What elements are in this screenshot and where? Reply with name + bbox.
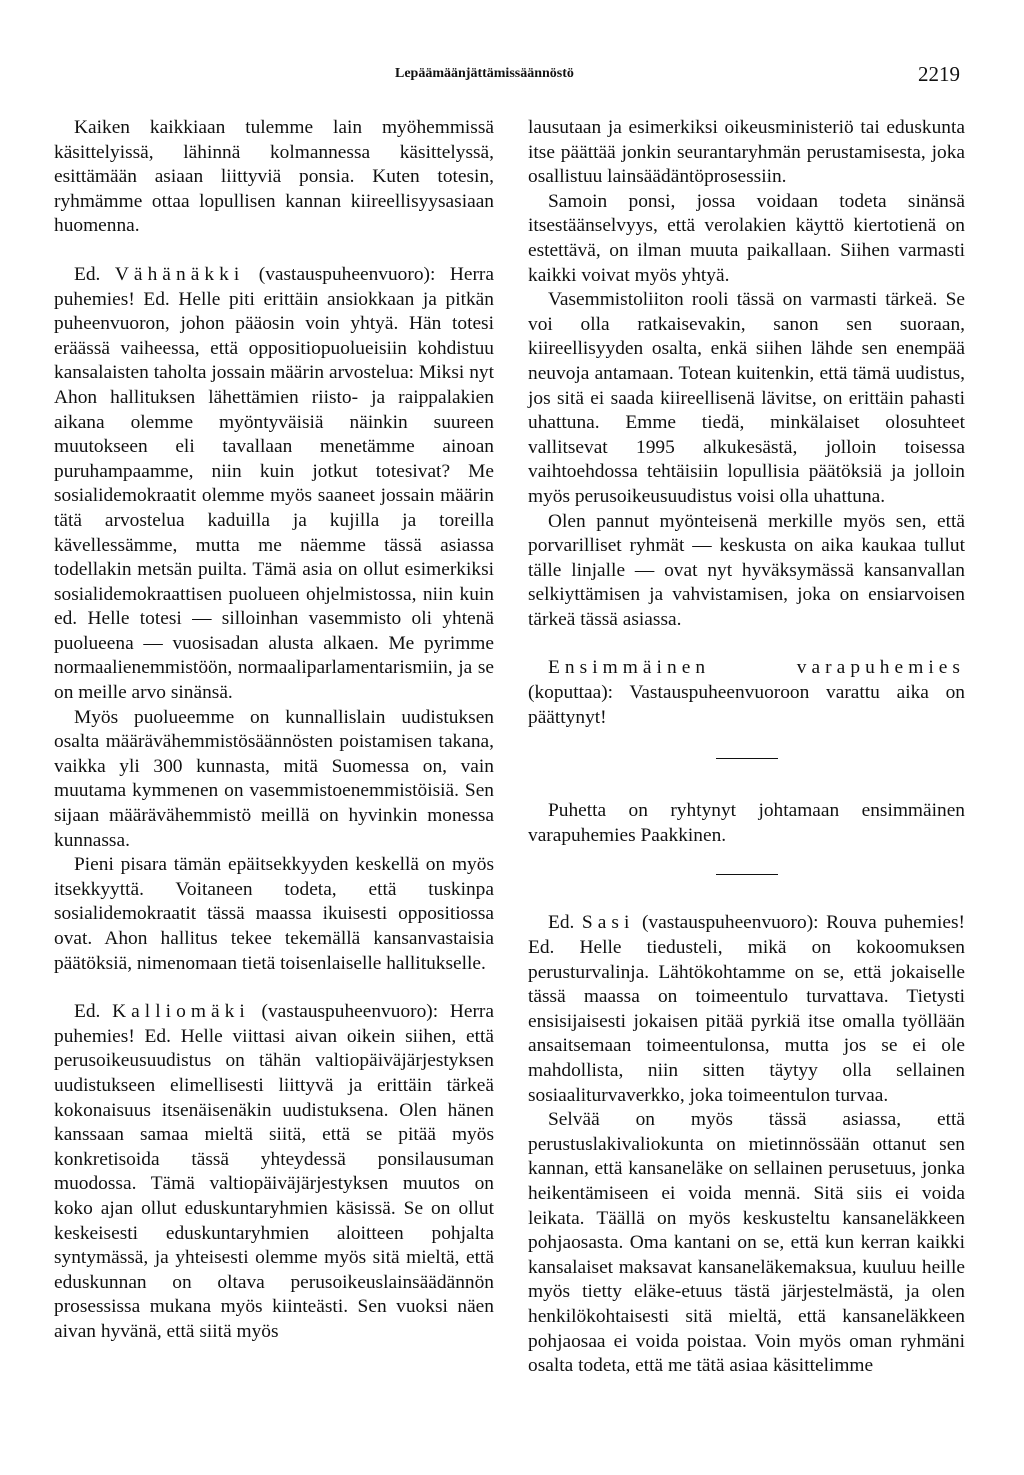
speaker-name: Sasi	[581, 912, 635, 934]
speech-text: (vastauspuheenvuoro): Rouva puhemies! Ed. Helle tiedusteli, mikä on kokoomuksen perusturvalinja. Lähtökohtamme on se, että jokaiselle tässä maassa on toimeentulo turvattava. Tietysti ensisijaisesti jokaisen pitää pyrkiä itse omalla työllään ansaitsemaan toimeentulonsa, mutta jos se ei ole mahdollista, niin sitten täytyy olla sellainen sosiaaliturvaverkko, joka toimeentulon turvaa.	[528, 912, 965, 1106]
paragraph: Vasemmistoliiton rooli tässä on varmasti tärkeä. Se voi olla ratkaisevakin, sanon sen suoraan, kiireellisyyden osalta, enkä siihen lähde sen enempää neuvoja antamaan. Totean kuitenkin, että tämä uudistus, jos sitä ei saada kiireellisenä lävitse, on erittäin pahasti uhattuna. Emme tiedä, minkälaiset olosuhteet vallitsevat 1995 alkukesästä, jolloin toisessa vaihtoehdossa tehtäisiin lopullisia päätöksiä ja jolloin myös perusoikeusuudistus voisi olla uhattuna.	[528, 289, 965, 507]
speaker-name: Kalliomäki	[112, 1001, 250, 1023]
speech-lead: Ed.	[548, 912, 575, 934]
speech-vahanakki	[54, 263, 494, 706]
paragraph: Pieni pisara tämän epäitsekkyyden keskellä on myös itsekkyyttä. Voitaneen todeta, että tuskinpa sosialidemokraatit tässä maassa ikuisesti oppositiossa ovat. Ahon hallitus tekee tekemällä kansanvastaisia päätöksiä, nimenomaan tietä toisenlaiselle hallitukselle.	[54, 854, 494, 974]
page-number: 2219	[918, 62, 960, 86]
section-divider	[716, 758, 778, 759]
section-divider	[716, 874, 778, 875]
paragraph: Selvää on myös tässä asiassa, että perustuslakivaliokunta on mietinnössään ottanut sen kannan, että kansaneläke on sellainen perusetuus, jonka heikentämiseen ei voida mennä. Sitä siis ei voida leikata. Täällä on myös keskusteltu kansaneläkkeen pohjaosasta. Oma kantani on se, että kun kerran kaikki kansalaiset maksavat kansaneläkemaksua, kuuluu heille myös tietty eläke-etuus tästä järjestelmästä, ja olen henkilökohtaisesti sitä mieltä, että kansaneläkkeen pohjaosaa ei voida poistaa. Voin myös oman ryhmäni osalta todeta, että me tätä asiaa käsittelimme	[528, 1109, 965, 1377]
speech-text: (vastauspuheenvuoro): Herra puhemies! Ed. Helle viittasi aivan oikein siihen, että perusoikeusuudistus on tähän valtiopäiväjärjestyksen uudistukseen elimellisesti liittyvä ja erittäin tärkeä kokonaisuus itsenäisenäkin uudistuksena. Olen hänen kanssaan samaa mieltä siitä, että se pitää myös konkretisoida tässä yhteydessä ponsilausuman muodossa. Tämä valtiopäiväjärjestyksen muutos on koko ajan ollut eduskuntaryhmien käsissä. Se on ollut keskeisesti eduskuntaryhmien aloitteen pohjalta syntymässä, ja yhteisesti olemme myös sitä mieltä, että eduskunnan on oltava perusoikeuslainsäädännön prosessissa mukana myös kiinteästi. Sen vuoksi näen aivan hyvänä, että siitä myös	[54, 1001, 494, 1342]
speech-kalliomaki	[54, 1000, 494, 1344]
left-column	[54, 116, 494, 1345]
paragraph: Myös puolueemme on kunnallislain uudistuksen osalta määrävähemmistösäännösten poistamisen takana, vaikka yli 300 kunnasta, mitä Suomessa on, vain muutama kymmenen on vasemmistoenemmistöisiä. Sen sijaan määrävähemmistö meillä on hyvinkin monessa kunnassa.	[54, 706, 494, 851]
speech-sasi	[528, 911, 965, 1108]
speaker-name: Vähänäkki	[114, 263, 245, 285]
paragraph: Olen pannut myönteisenä merkille myös sen, että porvarilliset ryhmät — keskusta on aika kaukaa tullut tälle linjalle — ovat nyt hyväksymässä kansanvallan selkiyttämisen ja vahvistamisen, joka on ensiarvoisen tärkeä tässä asiassa.	[528, 510, 965, 630]
speech-first-deputy-speaker	[528, 656, 965, 730]
right-column	[528, 116, 965, 1379]
speaker-name: Ensimmäinen varapuhemies	[548, 657, 965, 679]
speech-lead: Ed.	[74, 263, 101, 285]
speech-text: (koputtaa): Vastauspuheenvuoroon varattu aika on päättynyt!	[528, 682, 965, 728]
running-title: Lepäämäänjättämissäännöstö	[395, 66, 574, 81]
paragraph: Samoin ponsi, jossa voidaan todeta sinänsä itsestäänselvyys, että verolakien käyttö kiertotienä on estettävä, on ilman muuta paikallaan. Siihen varmasti kaikki voivat myös yhtyä.	[528, 190, 965, 286]
speech-text: (vastauspuheenvuoro): Herra puhemies! Ed. Helle piti erittäin ansiokkaan ja pitkän puheenvuoron, johon pääosin voin yhtyä. Hän totesi eräässä vaiheessa, että oppositiopuolueisiin kohdistuu kansalaisten taholta jossain määrin arvostelua: Miksi nyt Ahon hallituksen lähettämien riisto- ja raippalakien aikana olemme myöntyväisiä näinkin suureen muutokseen eli tavallaan menetämme ainoan puruhampaamme, niin kuin jotkut totesivat? Me sosialidemokraatit olemme myös saaneet jossain määrin tätä arvostelua kaduilla ja kujilla ja toreilla kävellessämme, mutta me näemme tässä asiassa todellakin metsän puilta. Tämä asia on ollut esimerkiksi sosialidemokraattisen puolueen ohjelmistossa, niin kuin ed. Helle totesi — silloinhan vasemmisto oli yhtenä puolueena — vuosisadan alusta alkaen. Me pyrimme normaalienemmistöön, normaaliparlamentarismiin, ja se on meille arvo sinänsä.	[54, 263, 494, 704]
paragraph: Kaiken kaikkiaan tulemme lain myöhemmissä käsittelyissä, lähinnä kolmannessa käsittelyssä, esittämään asiaan liittyviä ponsia. Kuten totesin, ryhmämme ottaa lopullisen kannan kiireellisyysasiaan huomenna.	[54, 117, 494, 237]
chair-announcement: Puhetta on ryhtynyt johtamaan ensimmäinen varapuhemies Paakkinen.	[528, 800, 965, 846]
speech-lead: Ed.	[74, 1001, 101, 1023]
paragraph: lausutaan ja esimerkiksi oikeusministeriö tai eduskunta itse päättää jonkin seurantaryhmän perustamisesta, joka osallistuu lainsäädäntöprosessiin.	[528, 117, 965, 188]
